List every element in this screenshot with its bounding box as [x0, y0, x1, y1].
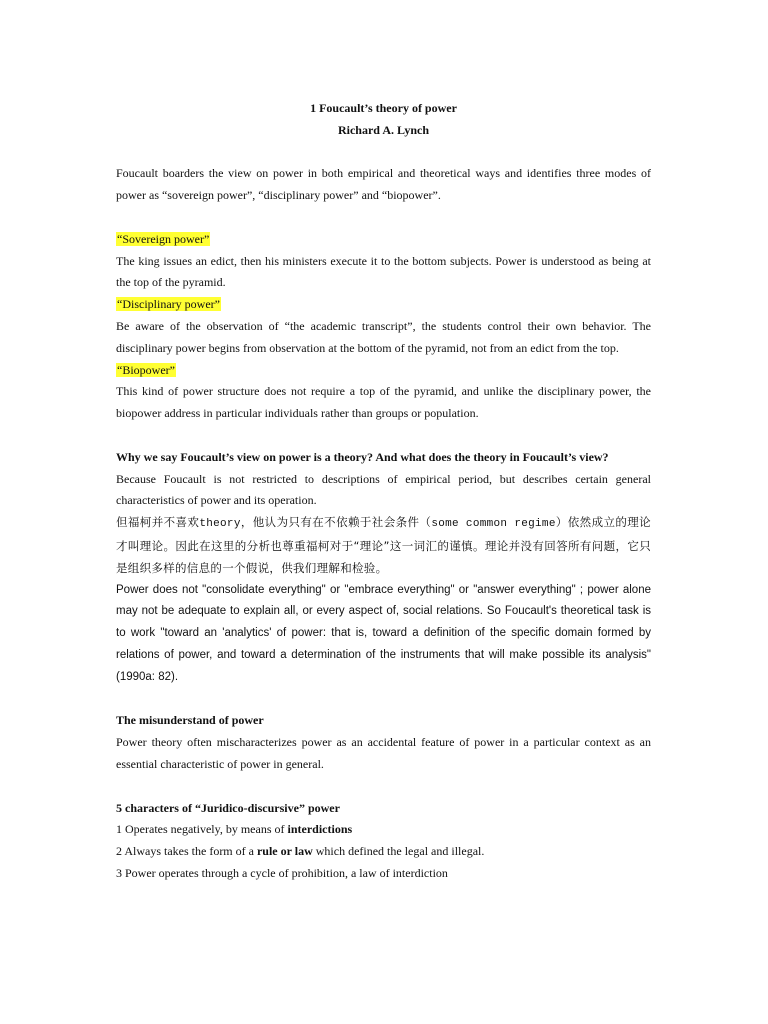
misunderstand-paragraph: Power theory often mischaracterizes power as an accidental feature of power in a particular context as an essential characteristic of power in general.	[116, 735, 651, 771]
highlighted-label: “Sovereign power”	[117, 231, 210, 246]
mode-text-biopower: This kind of power structure does not require a top of the pyramid, and unlike the disciplinary power, the biopower address in particular individuals rather than groups or population.	[116, 384, 651, 421]
mode-text-sovereign: The king issues an edict, then his ministers execute it to the bottom subjects. Power is understood as being at the top of the pyramid.	[116, 253, 651, 290]
mode-label-biopower	[116, 360, 651, 382]
mode-label-disciplinary	[116, 294, 651, 316]
highlighted-label: “Disciplinary power”	[117, 297, 220, 312]
document-author: Richard A. Lynch	[337, 122, 430, 137]
list-item: 2 Always takes the form of a rule or law which defined the legal and illegal.	[116, 844, 485, 859]
mode-text-disciplinary: Be aware of the observation of “the academic transcript”, the students control their own behavior. The disciplinary power begins from observation at the bottom of the pyramid, not from an edict from the top.	[116, 318, 651, 355]
document-title: 1 Foucault’s theory of power	[310, 101, 457, 115]
intro-paragraph: Foucault boarders the view on power in both empirical and theoretical ways and identifies three modes of power as “sovereign power”, “disciplinary power” and “biopower”.	[116, 166, 651, 203]
mode-label-sovereign	[116, 229, 651, 251]
theory-heading: Why we say Foucault’s view on power is a theory? And what does the theory in Foucault’s view?	[116, 449, 609, 464]
highlighted-label: “Biopower”	[117, 362, 175, 377]
juridico-heading: 5 characters of “Juridico-discursive” power	[116, 800, 340, 815]
list-item: 1 Operates negatively, by means of interdictions	[116, 822, 353, 837]
quote-paragraph: Power does not "consolidate everything" or "embrace everything" or "answer everything" ; power alone may not be adequate to explain all, or every aspect of, social relations. So Foucault's theoretical task is to work "toward an 'analytics' of power: that is, toward a definition of the specific domain formed by relations of power, and toward a determination of the instruments that will make possible its analysis" (1990a: 82).	[116, 583, 651, 683]
misunderstand-heading: The misunderstand of power	[116, 713, 264, 728]
theory-paragraph: Because Foucault is not restricted to descriptions of empirical period, but describes certain general characteristics of power and its operation.	[116, 471, 651, 508]
chinese-paragraph: 但福柯并不喜欢theory，他认为只有在不依赖于社会条件（some common regime）依然成立的理论才叫理论。因此在这里的分析也尊重福柯对于“理论”这一词汇的谨慎。理论并没有回答所有问题，它只是组织多样的信息的一个假说，供我们理解和检验。	[116, 515, 651, 575]
document-body	[116, 98, 651, 885]
list-item: 3 Power operates through a cycle of prohibition, a law of interdiction	[116, 865, 448, 880]
